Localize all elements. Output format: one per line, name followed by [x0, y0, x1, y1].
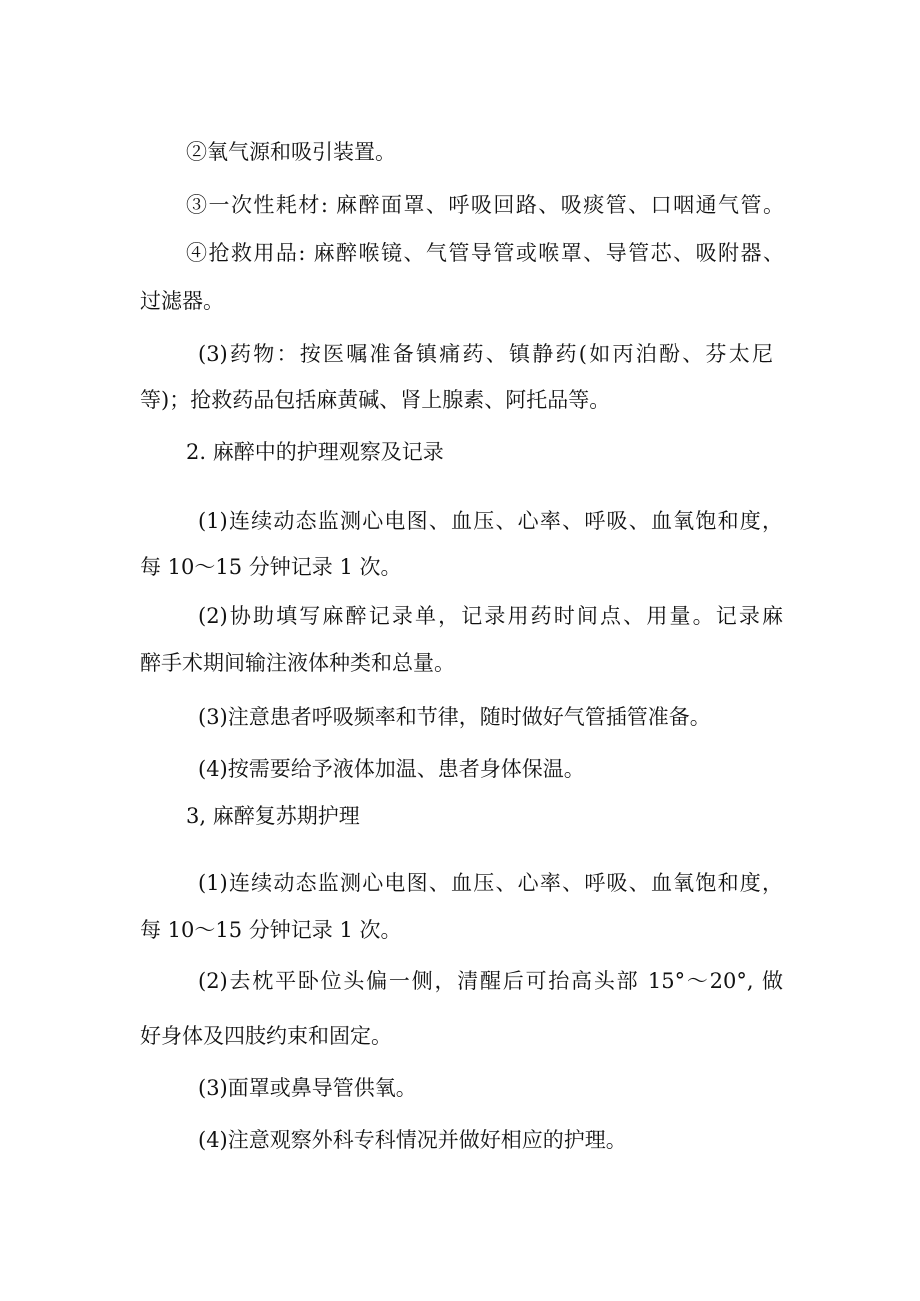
text-line: (3)注意患者呼吸频率和节律，随时做好气管插管准备。 — [198, 705, 711, 729]
text-line: (2)去枕平卧位头偏一侧，清醒后可抬高头部 15°～20°, 做 — [198, 969, 783, 993]
text-line: ④抢救用品: 麻醉喉镜、气管导管或喉罩、导管芯、吸附器、 — [186, 241, 784, 265]
text-line: 过滤器。 — [140, 289, 224, 313]
text-line: (3)药物：按医嘱准备镇痛药、镇静药(如丙泊酚、芬太尼 — [198, 342, 773, 366]
text-line: (4)按需要给予液体加温、患者身体保温。 — [198, 757, 585, 781]
text-line: ③一次性耗材: 麻醉面罩、呼吸回路、吸痰管、口咽通气管。 — [186, 193, 784, 217]
text-line: (4)注意观察外科专科情况并做好相应的护理。 — [198, 1128, 627, 1152]
text-line: 醉手术期间输注液体种类和总量。 — [140, 651, 455, 675]
text-line: 好身体及四肢约束和固定。 — [140, 1024, 392, 1048]
text-line: 等)；抢救药品包括麻黄碱、肾上腺素、阿托品等。 — [140, 388, 611, 412]
text-line: (3)面罩或鼻导管供氧。 — [198, 1076, 417, 1100]
text-line: (1)连续动态监测心电图、血压、心率、呼吸、血氧饱和度， — [198, 871, 783, 895]
section-heading: 2. 麻醉中的护理观察及记录 — [186, 440, 444, 464]
text-line: ②氧气源和吸引装置。 — [186, 140, 396, 164]
section-heading: 3, 麻醉复苏期护理 — [186, 804, 360, 828]
text-line: 每 10～15 分钟记录 1 次。 — [140, 555, 402, 579]
text-line: (1)连续动态监测心电图、血压、心率、呼吸、血氧饱和度， — [198, 509, 783, 533]
text-line: (2)协助填写麻醉记录单，记录用药时间点、用量。记录麻 — [198, 604, 783, 628]
text-line: 每 10～15 分钟记录 1 次。 — [140, 918, 402, 942]
